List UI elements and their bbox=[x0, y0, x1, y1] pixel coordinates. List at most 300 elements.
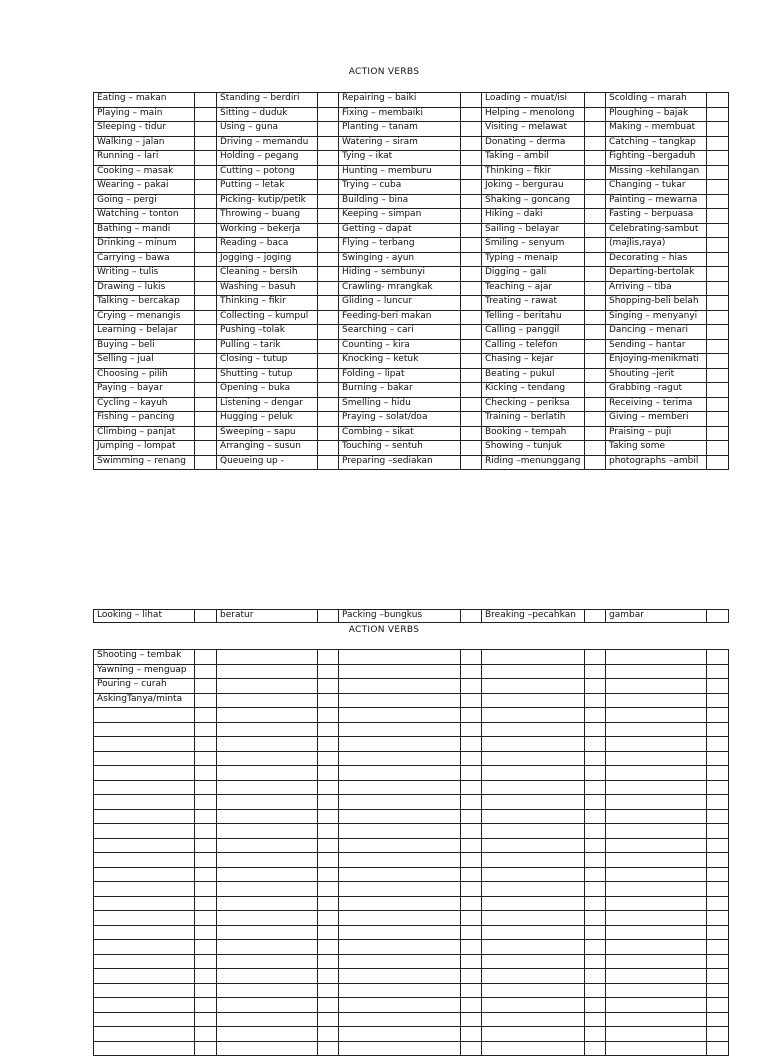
verb-cell: Closing – tutup bbox=[217, 354, 318, 369]
spacer-cell bbox=[461, 122, 482, 137]
spacer-cell bbox=[585, 795, 606, 810]
spacer-cell bbox=[318, 1041, 339, 1056]
table-row bbox=[94, 610, 729, 623]
verb-cell bbox=[606, 824, 707, 839]
verb-cell: Swimming – renang bbox=[94, 455, 195, 470]
spacer-cell bbox=[707, 441, 729, 456]
spacer-cell bbox=[707, 650, 729, 665]
spacer-cell bbox=[585, 383, 606, 398]
verb-cell bbox=[94, 867, 195, 882]
verb-cell: Dancing – menari bbox=[606, 325, 707, 340]
spacer-cell bbox=[707, 223, 729, 238]
verb-cell bbox=[482, 838, 585, 853]
spacer-cell bbox=[195, 267, 217, 282]
verb-cell: Packing –bungkus bbox=[339, 610, 461, 623]
verb-cell: Cleaning – bersih bbox=[217, 267, 318, 282]
verb-cell: Loading – muat/isi bbox=[482, 93, 585, 108]
spacer-cell bbox=[707, 911, 729, 926]
spacer-cell bbox=[707, 925, 729, 940]
verb-cell bbox=[606, 911, 707, 926]
spacer-cell bbox=[461, 853, 482, 868]
verb-cell: Fixing – membaiki bbox=[339, 107, 461, 122]
verb-cell bbox=[339, 838, 461, 853]
spacer-cell bbox=[461, 722, 482, 737]
spacer-cell bbox=[195, 296, 217, 311]
spacer-cell bbox=[461, 664, 482, 679]
table-row bbox=[94, 339, 729, 354]
verb-cell: Reading – baca bbox=[217, 238, 318, 253]
spacer-cell bbox=[318, 281, 339, 296]
spacer-cell bbox=[585, 1012, 606, 1027]
verb-cell: gambar bbox=[606, 610, 707, 623]
verb-cell bbox=[217, 650, 318, 665]
verb-cell: Standing – berdiri bbox=[217, 93, 318, 108]
verb-cell: Shooting – tembak bbox=[94, 650, 195, 665]
table-row bbox=[94, 882, 729, 897]
verb-cell bbox=[339, 737, 461, 752]
spacer-cell bbox=[707, 1027, 729, 1042]
verb-cell bbox=[339, 896, 461, 911]
spacer-cell bbox=[195, 383, 217, 398]
verb-cell: Catching – tangkap bbox=[606, 136, 707, 151]
spacer-cell bbox=[318, 455, 339, 470]
spacer-cell bbox=[195, 809, 217, 824]
page-title: ACTION VERBS bbox=[348, 67, 420, 77]
spacer-cell bbox=[585, 780, 606, 795]
spacer-cell bbox=[318, 751, 339, 766]
verb-cell: Taking some bbox=[606, 441, 707, 456]
verb-cell: Trying – cuba bbox=[339, 180, 461, 195]
verb-cell: Helping – menolong bbox=[482, 107, 585, 122]
spacer-cell bbox=[461, 267, 482, 282]
spacer-cell bbox=[707, 780, 729, 795]
table-row bbox=[94, 281, 729, 296]
verb-cell: Thinking – fikir bbox=[482, 165, 585, 180]
spacer-cell bbox=[707, 664, 729, 679]
verb-cell bbox=[606, 679, 707, 694]
spacer-cell bbox=[318, 853, 339, 868]
spacer-cell bbox=[585, 310, 606, 325]
verb-cell: Talking – bercakap bbox=[94, 296, 195, 311]
spacer-cell bbox=[318, 610, 339, 623]
spacer-cell bbox=[461, 412, 482, 427]
spacer-cell bbox=[195, 896, 217, 911]
verb-cell bbox=[339, 954, 461, 969]
verb-cell bbox=[94, 969, 195, 984]
table-row bbox=[94, 165, 729, 180]
verb-cell: Shouting –jerit bbox=[606, 368, 707, 383]
spacer-cell bbox=[318, 664, 339, 679]
spacer-cell bbox=[195, 911, 217, 926]
spacer-cell bbox=[461, 838, 482, 853]
verb-cell bbox=[94, 737, 195, 752]
table-row bbox=[94, 151, 729, 166]
verb-cell bbox=[482, 1027, 585, 1042]
verb-cell bbox=[217, 751, 318, 766]
verb-cell: Departing-bertolak bbox=[606, 267, 707, 282]
verb-cell bbox=[94, 882, 195, 897]
verb-cell bbox=[606, 693, 707, 708]
table-row bbox=[94, 998, 729, 1013]
verb-cell: Hugging – peluk bbox=[217, 412, 318, 427]
verb-cell: Making – membuat bbox=[606, 122, 707, 137]
verb-cell: Booking – tempah bbox=[482, 426, 585, 441]
verb-cell: Missing –kehilangan bbox=[606, 165, 707, 180]
table-row bbox=[94, 267, 729, 282]
spacer-cell bbox=[707, 209, 729, 224]
spacer-cell bbox=[707, 455, 729, 470]
spacer-cell bbox=[585, 267, 606, 282]
spacer-cell bbox=[195, 1027, 217, 1042]
verb-cell bbox=[94, 1012, 195, 1027]
spacer-cell bbox=[318, 93, 339, 108]
spacer-cell bbox=[461, 1027, 482, 1042]
spacer-cell bbox=[195, 310, 217, 325]
spacer-cell bbox=[461, 896, 482, 911]
verb-cell bbox=[339, 780, 461, 795]
verb-cell: Praying – solat/doa bbox=[339, 412, 461, 427]
spacer-cell bbox=[195, 412, 217, 427]
spacer-cell bbox=[707, 998, 729, 1013]
verb-cell: Queueing up - bbox=[217, 455, 318, 470]
verb-cell: Telling – beritahu bbox=[482, 310, 585, 325]
spacer-cell bbox=[707, 679, 729, 694]
verb-cell bbox=[94, 925, 195, 940]
verb-cell bbox=[94, 1027, 195, 1042]
verb-cell: Writing – tulis bbox=[94, 267, 195, 282]
verb-cell bbox=[606, 1012, 707, 1027]
table-row bbox=[94, 693, 729, 708]
verb-cell: Joking – bergurau bbox=[482, 180, 585, 195]
verb-cell: Fasting – berpuasa bbox=[606, 209, 707, 224]
table-row bbox=[94, 1041, 729, 1056]
verb-cell: photographs –ambil bbox=[606, 455, 707, 470]
spacer-cell bbox=[195, 223, 217, 238]
spacer-cell bbox=[195, 954, 217, 969]
spacer-cell bbox=[195, 867, 217, 882]
verb-cell: Shutting – tutup bbox=[217, 368, 318, 383]
spacer-cell bbox=[707, 722, 729, 737]
verb-cell bbox=[217, 708, 318, 723]
verb-cell bbox=[217, 983, 318, 998]
verb-cell: Shaking – goncang bbox=[482, 194, 585, 209]
spacer-cell bbox=[707, 180, 729, 195]
action-verbs-table bbox=[93, 92, 729, 470]
spacer-cell bbox=[585, 809, 606, 824]
spacer-cell bbox=[585, 911, 606, 926]
spacer-cell bbox=[585, 107, 606, 122]
verb-cell: Hiking – daki bbox=[482, 209, 585, 224]
spacer-cell bbox=[585, 998, 606, 1013]
table-row bbox=[94, 766, 729, 781]
verb-cell bbox=[606, 722, 707, 737]
verb-cell: Keeping – simpan bbox=[339, 209, 461, 224]
spacer-cell bbox=[195, 664, 217, 679]
spacer-cell bbox=[461, 354, 482, 369]
verb-cell bbox=[482, 940, 585, 955]
verb-cell: Knocking – ketuk bbox=[339, 354, 461, 369]
spacer-cell bbox=[318, 252, 339, 267]
verb-cell bbox=[339, 693, 461, 708]
verb-cell bbox=[606, 998, 707, 1013]
spacer-cell bbox=[318, 896, 339, 911]
verb-cell bbox=[217, 911, 318, 926]
verb-cell bbox=[606, 809, 707, 824]
spacer-cell bbox=[461, 708, 482, 723]
spacer-cell bbox=[707, 267, 729, 282]
table-row bbox=[94, 751, 729, 766]
verb-cell bbox=[339, 940, 461, 955]
spacer-cell bbox=[707, 969, 729, 984]
verb-cell: Breaking –pecahkan bbox=[482, 610, 585, 623]
verb-cell bbox=[339, 708, 461, 723]
verb-cell: Hiding – sembunyi bbox=[339, 267, 461, 282]
spacer-cell bbox=[461, 780, 482, 795]
table-row bbox=[94, 867, 729, 882]
verb-cell: Climbing – panjat bbox=[94, 426, 195, 441]
spacer-cell bbox=[707, 610, 729, 623]
spacer-cell bbox=[707, 383, 729, 398]
spacer-cell bbox=[195, 679, 217, 694]
verb-cell bbox=[482, 664, 585, 679]
verb-cell bbox=[482, 809, 585, 824]
verb-cell bbox=[94, 751, 195, 766]
spacer-cell bbox=[461, 296, 482, 311]
spacer-cell bbox=[318, 1012, 339, 1027]
spacer-cell bbox=[585, 679, 606, 694]
spacer-cell bbox=[707, 310, 729, 325]
spacer-cell bbox=[318, 339, 339, 354]
verb-cell bbox=[606, 882, 707, 897]
spacer-cell bbox=[318, 383, 339, 398]
verb-cell: AskingTanya/minta bbox=[94, 693, 195, 708]
spacer-cell bbox=[195, 209, 217, 224]
table-row bbox=[94, 925, 729, 940]
spacer-cell bbox=[707, 853, 729, 868]
verb-cell bbox=[606, 1041, 707, 1056]
verb-cell bbox=[94, 824, 195, 839]
verb-cell: Training – berlatih bbox=[482, 412, 585, 427]
spacer-cell bbox=[585, 281, 606, 296]
verb-cell bbox=[339, 1027, 461, 1042]
spacer-cell bbox=[585, 925, 606, 940]
spacer-cell bbox=[585, 180, 606, 195]
verb-cell: Playing – main bbox=[94, 107, 195, 122]
spacer-cell bbox=[585, 455, 606, 470]
spacer-cell bbox=[707, 795, 729, 810]
verb-cell: Learning – belajar bbox=[94, 325, 195, 340]
table-row bbox=[94, 122, 729, 137]
spacer-cell bbox=[195, 455, 217, 470]
verb-cell: Picking- kutip/petik bbox=[217, 194, 318, 209]
verb-cell: Holding – pegang bbox=[217, 151, 318, 166]
verb-cell bbox=[482, 983, 585, 998]
spacer-cell bbox=[195, 610, 217, 623]
spacer-cell bbox=[318, 954, 339, 969]
spacer-cell bbox=[461, 383, 482, 398]
table-row bbox=[94, 664, 729, 679]
verb-cell bbox=[217, 664, 318, 679]
verb-cell: Touching – sentuh bbox=[339, 441, 461, 456]
spacer-cell bbox=[585, 412, 606, 427]
verb-cell: Using – guna bbox=[217, 122, 318, 137]
verb-cell bbox=[217, 940, 318, 955]
verb-cell bbox=[94, 722, 195, 737]
spacer-cell bbox=[707, 426, 729, 441]
verb-cell: Fighting –bergaduh bbox=[606, 151, 707, 166]
spacer-cell bbox=[461, 679, 482, 694]
spacer-cell bbox=[461, 281, 482, 296]
spacer-cell bbox=[318, 238, 339, 253]
table-row bbox=[94, 238, 729, 253]
verb-cell bbox=[217, 795, 318, 810]
table-row bbox=[94, 896, 729, 911]
verb-cell: Wearing – pakai bbox=[94, 180, 195, 195]
verb-cell bbox=[606, 795, 707, 810]
verb-cell bbox=[606, 940, 707, 955]
verb-cell bbox=[339, 925, 461, 940]
verb-cell bbox=[217, 867, 318, 882]
verb-cell: Preparing –sediakan bbox=[339, 455, 461, 470]
verb-cell bbox=[606, 867, 707, 882]
spacer-cell bbox=[195, 998, 217, 1013]
verb-cell bbox=[339, 795, 461, 810]
spacer-cell bbox=[707, 397, 729, 412]
spacer-cell bbox=[707, 412, 729, 427]
spacer-cell bbox=[195, 969, 217, 984]
verb-cell bbox=[339, 751, 461, 766]
verb-cell: Arranging – susun bbox=[217, 441, 318, 456]
spacer-cell bbox=[195, 354, 217, 369]
spacer-cell bbox=[461, 751, 482, 766]
table-row bbox=[94, 383, 729, 398]
spacer-cell bbox=[461, 165, 482, 180]
spacer-cell bbox=[585, 354, 606, 369]
verb-cell: Smiling – senyum bbox=[482, 238, 585, 253]
table-row bbox=[94, 809, 729, 824]
verb-cell bbox=[606, 780, 707, 795]
spacer-cell bbox=[461, 339, 482, 354]
spacer-cell bbox=[585, 296, 606, 311]
verb-cell: Decorating – hias bbox=[606, 252, 707, 267]
spacer-cell bbox=[585, 209, 606, 224]
spacer-cell bbox=[585, 708, 606, 723]
verb-cell: Watering – siram bbox=[339, 136, 461, 151]
spacer-cell bbox=[195, 136, 217, 151]
verb-cell bbox=[339, 722, 461, 737]
verb-cell bbox=[94, 983, 195, 998]
spacer-cell bbox=[318, 983, 339, 998]
verb-cell: Praising – puji bbox=[606, 426, 707, 441]
verb-cell: Pulling – tarik bbox=[217, 339, 318, 354]
spacer-cell bbox=[707, 122, 729, 137]
spacer-cell bbox=[318, 165, 339, 180]
table-row bbox=[94, 107, 729, 122]
verb-cell: Burning – bakar bbox=[339, 383, 461, 398]
verb-cell: Celebrating-sambut bbox=[606, 223, 707, 238]
verb-cell bbox=[339, 679, 461, 694]
spacer-cell bbox=[461, 650, 482, 665]
verb-cell: Jumping – lompat bbox=[94, 441, 195, 456]
spacer-cell bbox=[707, 136, 729, 151]
verb-cell: Feeding-beri makan bbox=[339, 310, 461, 325]
spacer-cell bbox=[195, 238, 217, 253]
verb-cell: Swinging - ayun bbox=[339, 252, 461, 267]
spacer-cell bbox=[707, 940, 729, 955]
verb-cell bbox=[94, 1041, 195, 1056]
verb-cell: Sitting – duduk bbox=[217, 107, 318, 122]
spacer-cell bbox=[707, 693, 729, 708]
spacer-cell bbox=[707, 824, 729, 839]
spacer-cell bbox=[461, 911, 482, 926]
spacer-cell bbox=[461, 969, 482, 984]
verb-cell bbox=[482, 969, 585, 984]
spacer-cell bbox=[707, 809, 729, 824]
spacer-cell bbox=[195, 983, 217, 998]
verb-cell: Fishing – pancing bbox=[94, 412, 195, 427]
spacer-cell bbox=[461, 983, 482, 998]
verb-cell: Tying – ikat bbox=[339, 151, 461, 166]
verb-cell bbox=[339, 766, 461, 781]
spacer-cell bbox=[585, 610, 606, 623]
spacer-cell bbox=[585, 122, 606, 137]
spacer-cell bbox=[195, 925, 217, 940]
verb-cell: Working – bekerja bbox=[217, 223, 318, 238]
spacer-cell bbox=[707, 296, 729, 311]
spacer-cell bbox=[461, 1012, 482, 1027]
spacer-cell bbox=[195, 882, 217, 897]
spacer-cell bbox=[585, 1027, 606, 1042]
spacer-cell bbox=[318, 122, 339, 137]
verb-cell: Sailing – belayar bbox=[482, 223, 585, 238]
verb-cell: Pushing –tolak bbox=[217, 325, 318, 340]
verb-cell: Selling – jual bbox=[94, 354, 195, 369]
table-row bbox=[94, 180, 729, 195]
spacer-cell bbox=[585, 397, 606, 412]
spacer-cell bbox=[195, 397, 217, 412]
verb-cell: Calling – telefon bbox=[482, 339, 585, 354]
verb-cell bbox=[217, 1012, 318, 1027]
spacer-cell bbox=[318, 412, 339, 427]
verb-cell bbox=[339, 1012, 461, 1027]
table-row bbox=[94, 795, 729, 810]
verb-cell bbox=[606, 766, 707, 781]
verb-cell: Listening – dengar bbox=[217, 397, 318, 412]
spacer-cell bbox=[707, 751, 729, 766]
verb-cell: Arriving – tiba bbox=[606, 281, 707, 296]
verb-cell: Putting – letak bbox=[217, 180, 318, 195]
spacer-cell bbox=[318, 940, 339, 955]
spacer-cell bbox=[195, 853, 217, 868]
verb-cell bbox=[94, 838, 195, 853]
table-row bbox=[94, 911, 729, 926]
verb-cell bbox=[482, 896, 585, 911]
spacer-cell bbox=[585, 896, 606, 911]
spacer-cell bbox=[585, 693, 606, 708]
table-row bbox=[94, 252, 729, 267]
spacer-cell bbox=[195, 751, 217, 766]
spacer-cell bbox=[318, 708, 339, 723]
spacer-cell bbox=[195, 180, 217, 195]
spacer-cell bbox=[318, 441, 339, 456]
spacer-cell bbox=[585, 722, 606, 737]
table-row bbox=[94, 397, 729, 412]
spacer-cell bbox=[318, 296, 339, 311]
spacer-cell bbox=[585, 368, 606, 383]
table-row bbox=[94, 838, 729, 853]
spacer-cell bbox=[195, 281, 217, 296]
spacer-cell bbox=[195, 93, 217, 108]
